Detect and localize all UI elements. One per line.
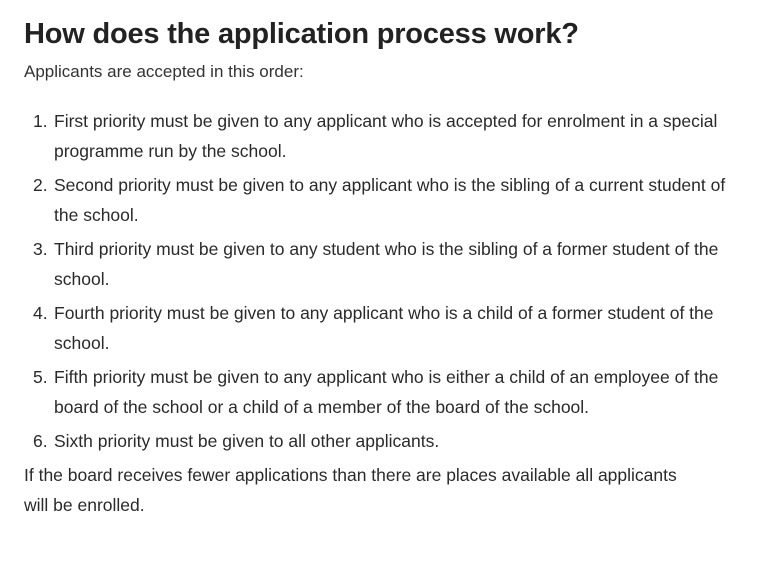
priority-text: Fourth priority must be given to any applicant who is a child of a former student of the school. [54,303,714,353]
priority-list [24,106,749,456]
priority-number: 3. [33,239,48,259]
section-heading: How does the application process work? [24,18,579,50]
priority-item-1 [24,106,749,166]
priority-text: Third priority must be given to any student who is the sibling of a former student of the school. [54,239,719,289]
priority-item-4 [24,298,749,358]
outro-text: If the board receives fewer applications than there are places available all applicants will be enrolled. [24,465,677,515]
priority-number: 4. [33,303,48,323]
priority-text: Fifth priority must be given to any applicant who is either a child of an employee of the board of the school or a child of a member of the board of the school. [54,367,719,417]
priority-text: First priority must be given to any applicant who is accepted for enrolment in a special programme run by the school. [54,111,718,161]
intro-text: Applicants are accepted in this order: [24,62,304,81]
priority-text: Sixth priority must be given to all other applicants. [54,431,440,451]
priority-item-5 [24,362,749,422]
priority-number: 6. [33,431,48,451]
priority-item-6 [24,426,749,456]
priority-number: 5. [33,367,48,387]
priority-item-3 [24,234,749,294]
priority-number: 1. [33,111,48,131]
priority-item-2 [24,170,749,230]
priority-number: 2. [33,175,48,195]
application-process-section [24,14,749,520]
priority-text: Second priority must be given to any applicant who is the sibling of a current student of the school. [54,175,726,225]
